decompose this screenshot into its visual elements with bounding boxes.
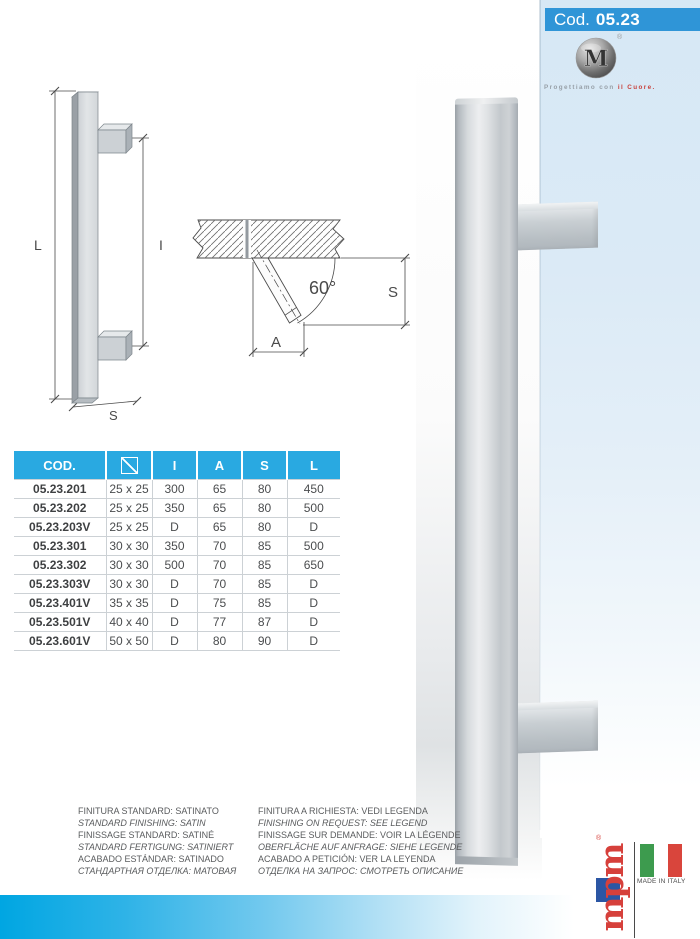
col-header-l: L: [287, 451, 340, 480]
finishing-line: СТАНДАРТНАЯ ОТДЕЛКА: МАТОВАЯ: [78, 865, 237, 876]
cod-cell: 05.23.303V: [14, 575, 106, 594]
value-cell: 35 x 35: [106, 594, 152, 613]
footer-divider-line: [634, 842, 635, 938]
italian-flag-red-stripe: [668, 844, 682, 877]
logo-letter: M: [583, 46, 609, 72]
table-row: [14, 594, 340, 613]
value-cell: 90: [242, 632, 287, 651]
dim-label-S-front: S: [109, 408, 118, 422]
cod-cell: 05.23.301: [14, 537, 106, 556]
finishing-line: OBERFLÄCHE AUF ANFRAGE: SIEHE LEGENDE: [258, 841, 463, 852]
table-row: [14, 575, 340, 594]
value-cell: 500: [287, 499, 340, 518]
table-row: [14, 537, 340, 556]
logo-sphere-icon: [575, 37, 617, 79]
brand-registered-mark: ®: [596, 835, 602, 842]
value-cell: D: [152, 518, 197, 537]
value-cell: 65: [197, 499, 242, 518]
post-top-face: [518, 701, 598, 711]
mpm-logo-text: mpm: [592, 844, 631, 932]
tagline-red: il Cuore.: [614, 84, 656, 91]
value-cell: 30 x 30: [106, 556, 152, 575]
value-cell: 85: [242, 575, 287, 594]
dim-label-L: L: [34, 237, 42, 253]
cod-cell: 05.23.302: [14, 556, 106, 575]
value-cell: 25 x 25: [106, 518, 152, 537]
col-header-i: I: [152, 451, 197, 480]
value-cell: 500: [287, 537, 340, 556]
value-cell: 77: [197, 613, 242, 632]
handle-photo-lower-post: [518, 701, 598, 754]
table-row: [14, 632, 340, 651]
finishing-line: FINISSAGE STANDARD: SATINÉ: [78, 829, 215, 840]
finishing-line: ОТДЕЛКА НА ЗАПРОС: СМОТРЕТЬ ОПИСАНИЕ: [258, 865, 464, 876]
value-cell: D: [287, 632, 340, 651]
value-cell: 50 x 50: [106, 632, 152, 651]
angle-label: 60°: [309, 278, 337, 298]
value-cell: D: [287, 613, 340, 632]
finishing-standard-block: [78, 806, 236, 877]
table-header-row: [14, 451, 340, 480]
cod-cell: 05.23.601V: [14, 632, 106, 651]
value-cell: 500: [152, 556, 197, 575]
value-cell: 30 x 30: [106, 537, 152, 556]
value-cell: D: [152, 632, 197, 651]
finishing-line: FINITURA A RICHIESTA: VEDI LEGENDA: [258, 806, 428, 816]
handle-photo-upper-post: [518, 202, 598, 251]
spec-table: [14, 451, 340, 651]
value-cell: 85: [242, 556, 287, 575]
code-value: 05.23: [595, 9, 640, 29]
value-cell: D: [287, 594, 340, 613]
value-cell: D: [152, 594, 197, 613]
value-cell: 40 x 40: [106, 613, 152, 632]
value-cell: 85: [242, 594, 287, 613]
value-cell: 80: [242, 518, 287, 537]
section-view-drawing: [183, 210, 420, 368]
cod-cell: 05.23.501V: [14, 613, 106, 632]
table-row: [14, 480, 340, 499]
value-cell: 75: [197, 594, 242, 613]
registered-mark: ®: [617, 34, 623, 41]
col-header-cod: COD.: [14, 451, 106, 480]
value-cell: 350: [152, 499, 197, 518]
finishing-request-block: [258, 806, 463, 877]
front-view-drawing: [25, 80, 180, 422]
cod-cell: 05.23.401V: [14, 594, 106, 613]
finishing-line: FINITURA STANDARD: SATINATO: [78, 806, 219, 816]
square-section-icon: [121, 457, 138, 474]
spec-table-body: [14, 480, 340, 651]
table-row: [14, 556, 340, 575]
dim-label-A: A: [271, 334, 282, 351]
finishing-line: STANDARD FERTIGUNG: SATINIERT: [78, 841, 234, 852]
value-cell: 65: [197, 518, 242, 537]
col-header-s: S: [242, 451, 287, 480]
cod-cell: 05.23.201: [14, 480, 106, 499]
value-cell: 70: [197, 537, 242, 556]
italian-flag-green-stripe: [640, 844, 654, 877]
finishing-line: ACABADO A PETICIÓN: VER LA LEYENDA: [258, 853, 436, 864]
made-in-italy-label: MADE IN ITALY: [637, 878, 686, 885]
dim-label-S-section: S: [388, 284, 399, 301]
value-cell: 65: [197, 480, 242, 499]
table-row: [14, 518, 340, 537]
product-code-band: [545, 8, 700, 31]
cod-cell: 05.23.202: [14, 499, 106, 518]
value-cell: 350: [152, 537, 197, 556]
value-cell: D: [152, 575, 197, 594]
tagline-gray: Progettiamo con: [544, 84, 615, 91]
value-cell: 25 x 25: [106, 480, 152, 499]
value-cell: 80: [242, 499, 287, 518]
post-top-face: [518, 202, 598, 212]
value-cell: 25 x 25: [106, 499, 152, 518]
col-header-a: A: [197, 451, 242, 480]
handle-photo-bar: [455, 100, 518, 860]
code-label: Cod.: [554, 9, 590, 29]
value-cell: D: [287, 518, 340, 537]
cod-cell: 05.23.203V: [14, 518, 106, 537]
value-cell: D: [152, 613, 197, 632]
finishing-line: ACABADO ESTÁNDAR: SATINADO: [78, 853, 224, 864]
value-cell: 70: [197, 556, 242, 575]
dim-label-I: I: [159, 237, 163, 253]
value-cell: D: [287, 575, 340, 594]
value-cell: 300: [152, 480, 197, 499]
value-cell: 80: [242, 480, 287, 499]
brand-tagline: [544, 84, 656, 91]
finishing-line: FINISHING ON REQUEST: SEE LEGEND: [258, 817, 428, 828]
value-cell: 87: [242, 613, 287, 632]
value-cell: 85: [242, 537, 287, 556]
table-row: [14, 613, 340, 632]
table-row: [14, 499, 340, 518]
value-cell: 30 x 30: [106, 575, 152, 594]
value-cell: 70: [197, 575, 242, 594]
joint-seam: [246, 220, 249, 258]
value-cell: 450: [287, 480, 340, 499]
col-header-section: [106, 451, 152, 480]
mpm-logo: [593, 839, 631, 937]
finishing-line: FINISSAGE SUR DEMANDE: VOIR LA LÉGENDE: [258, 829, 461, 840]
finishing-line: STANDARD FINISHING: SATIN: [78, 817, 206, 828]
brand-logo-sphere: [575, 37, 617, 79]
value-cell: 80: [197, 632, 242, 651]
value-cell: 650: [287, 556, 340, 575]
